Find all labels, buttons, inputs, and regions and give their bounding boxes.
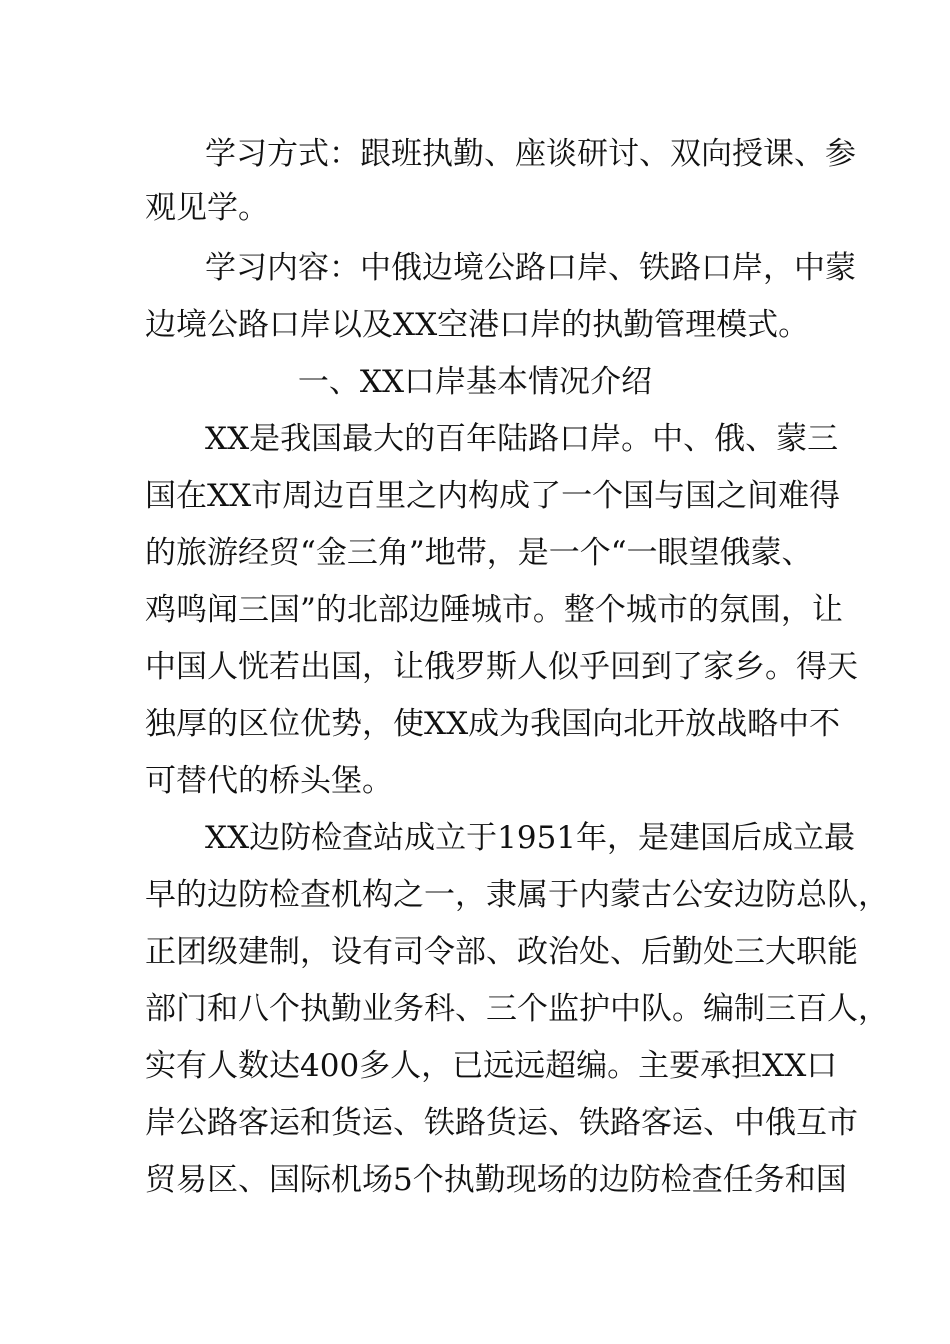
paragraph-port-intro-line-5: 中国人恍若出国，让俄罗斯人似乎回到了家乡。得天 (145, 649, 858, 685)
paragraph-port-intro-line-7: 可替代的桥头堡。 (145, 763, 393, 799)
paragraph-study-method-line-2: 观见学。 (145, 190, 269, 226)
paragraph-station-line-6: 岸公路客运和货运、铁路货运、铁路客运、中俄互市 (145, 1105, 858, 1141)
paragraph-study-method-line-1: 学习方式：跟班执勤、座谈研讨、双向授课、参 (205, 136, 856, 172)
paragraph-station-line-5: 实有人数达400多人，已远远超编。主要承担XX口 (145, 1048, 838, 1084)
paragraph-study-content-line-1: 学习内容：中俄边境公路口岸、铁路口岸，中蒙 (205, 250, 856, 286)
paragraph-port-intro-line-4: 鸡鸣闻三国”的北部边陲城市。整个城市的氛围，让 (145, 592, 843, 628)
paragraph-port-intro-line-3: 的旅游经贸“金三角”地带，是一个“一眼望俄蒙、 (145, 535, 813, 571)
paragraph-station-line-1: XX边防检查站成立于1951年，是建国后成立最 (205, 820, 856, 856)
section-heading: 一、XX口岸基本情况介绍 (297, 364, 653, 400)
paragraph-port-intro-line-6: 独厚的区位优势，使XX成为我国向北开放战略中不 (145, 706, 841, 742)
paragraph-station-line-3: 正团级建制，设有司令部、政治处、后勤处三大职能 (145, 934, 858, 970)
paragraph-station-line-4: 部门和八个执勤业务科、三个监护中队。编制三百人， (145, 991, 889, 1027)
paragraph-port-intro-line-1: XX是我国最大的百年陆路口岸。中、俄、蒙三 (205, 421, 839, 457)
paragraph-station-line-2: 早的边防检查机构之一，隶属于内蒙古公安边防总队， (145, 877, 889, 913)
paragraph-station-line-7: 贸易区、国际机场5个执勤现场的边防检查任务和国 (145, 1162, 847, 1198)
paragraph-study-content-line-2: 边境公路口岸以及XX空港口岸的执勤管理模式。 (145, 307, 810, 343)
paragraph-port-intro-line-2: 国在XX市周边百里之内构成了一个国与国之间难得 (145, 478, 841, 514)
